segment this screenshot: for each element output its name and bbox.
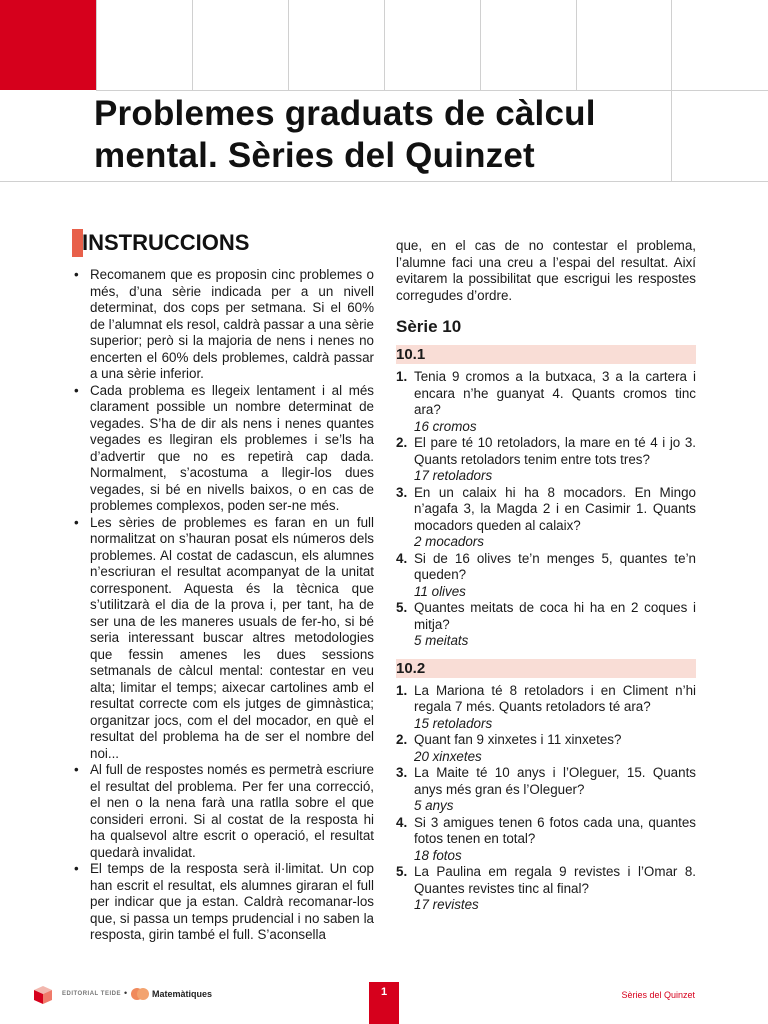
instruction-text: El temps de la resposta serà il·limitat. Un cop han escrit el resultat, els alumnes giraran el full per indicar que ja estan. Caldrà recomanar-los que, si passa un temps prudencial i no saben la resposta, girin també el full. S’aconsella [90, 861, 374, 942]
problem-answer: 2 mocadors [414, 534, 484, 549]
problem-number: 2. [396, 435, 408, 450]
problem-item [396, 435, 696, 485]
publisher-name: EDITORIAL TEIDE [62, 991, 121, 997]
problem-item [396, 765, 696, 815]
problem-question: La Maite té 10 anys i l’Oleguer, 15. Quants anys més gran és l’Oleguer? [414, 765, 696, 797]
header-red-block [0, 0, 96, 90]
problem-item [396, 864, 696, 914]
instruction-item [72, 861, 374, 944]
problem-answer: 5 meitats [414, 633, 469, 648]
instruction-item [72, 515, 374, 763]
grid-line [96, 90, 768, 91]
problem-number: 5. [396, 600, 408, 615]
problem-question: Si de 16 olives te’n menges 5, quantes te’n queden? [414, 550, 696, 582]
problem-question: Quantes meitats de coca hi ha en 2 coques i mitja? [414, 600, 696, 632]
page-title: Problemes graduats de càlcul mental. Sèries del Quinzet [94, 94, 596, 175]
subsection-label: 10.2 [396, 659, 696, 678]
problem-question: El pare té 10 retoladors, la mare en té 4 i jo 3. Quants retoladors tenim entre tots tres? [414, 435, 696, 467]
problem-number: 1. [396, 369, 408, 384]
problem-question: La Mariona té 8 retoladors i en Climent n’hi regala 7 més. Quants retoladors té ara? [414, 682, 696, 714]
problem-answer: 17 revistes [414, 897, 479, 912]
grid-line [384, 0, 385, 90]
footer-separator: • [124, 988, 128, 998]
problem-number: 4. [396, 814, 408, 830]
grid-line [671, 0, 672, 90]
problem-answer: 20 xinxetes [414, 748, 482, 764]
problem-question: La Paulina em regala 9 revistes i l’Omar 8. Quantes revistes tinc al final? [414, 864, 696, 896]
grid-line [96, 0, 97, 90]
problem-question: Quant fan 9 xinxetes i 11 xinxetes? [414, 732, 622, 747]
serie-title: Sèrie 10 [396, 317, 462, 336]
grid-line [480, 0, 481, 90]
grid-line [192, 0, 193, 90]
problem-answer: 16 cromos [414, 418, 477, 434]
instruction-item [72, 267, 374, 383]
problem-number: 5. [396, 864, 408, 879]
problem-question: En un calaix hi ha 8 mocadors. En Mingo n’agafa 3, la Magda 2 i en Casimir 1. Quants mocadors queden al calaix? [414, 484, 696, 533]
problem-number: 1. [396, 682, 408, 698]
problem-answer: 18 fotos [414, 847, 462, 863]
bullet-icon: • [74, 514, 79, 530]
problem-item [396, 732, 696, 765]
instructions-heading [72, 228, 374, 258]
problem-number: 3. [396, 765, 408, 780]
instruction-item [72, 762, 374, 861]
instruction-text: Recomanem que es proposin cinc problemes o més, d’una sèrie indicada per a un nivell determinat, dos cops per setmana. Si el 60% de l’alumnat els resol, caldrà passar a una sèrie superior; però si la majoria de nens i nenes no encerten el 60% dels problemes, caldrà passar a una sèrie inferior. [90, 267, 374, 381]
problem-item [396, 600, 696, 650]
problem-number: 2. [396, 732, 408, 747]
grid-line [288, 0, 289, 90]
problem-answer: 5 anys [414, 798, 454, 813]
problem-list [396, 369, 696, 650]
problem-answer: 17 retoladors [414, 468, 493, 483]
footer-subject: Matemàtiques [152, 989, 213, 999]
bullet-icon: • [74, 762, 79, 777]
instruction-text: Cada problema es llegeix lentament i al més clarament possible un nombre determinat de vegades. S’ha de dir als nens i nenes quantes vegades es llegiran els problemes i se’ls ha d’advertir que no es repetirà cap dada. Normalment, s’acostuma a llegir-los dues vegades, si bé en nivells baixos, o en cas de problemes complexos, poden ser-ne més. [90, 382, 374, 513]
title-divider [0, 181, 768, 182]
problem-item [396, 815, 696, 865]
instruction-text: Les sèries de problemes es faran en un full normalitzat on s’hauran posat els números dels problemes. Al costat de cadascun, els alumnes n’escriuran el resultat acompanyat de la unitat corresponent. Aquesta és la tècnica que s’utilitzarà el dia de la prova i, per tant, ha de ser una de les maneres usuals de fer-ho, si bé seria interessant buscar altres metodologies que fessin amenes les dues sessions setmanals de càlcul mental: contestar en veu alta; limitar el temps; aixecar cartolines amb el resultat correcte com els jutges de gimnàstica; organitzar jocs, com el del mocador, en què el resultat del problema ha de ser el nombre del noi... [90, 514, 374, 761]
publisher-logo-icon [32, 984, 54, 1006]
problem-number: 3. [396, 484, 408, 500]
bullet-icon: • [74, 267, 79, 282]
problem-item [396, 485, 696, 551]
instructions-column [72, 228, 374, 944]
problems-column [396, 238, 696, 923]
instructions-heading-text: INSTRUCCIONS [82, 230, 250, 255]
problem-item [396, 683, 696, 733]
bullet-icon: • [74, 382, 79, 398]
problem-question: Tenia 9 cromos a la butxaca, 3 a la cartera i encara n’he guanyat 4. Quants cromos tinc ara? [414, 369, 696, 417]
brain-icon [130, 986, 150, 1002]
problem-item [396, 369, 696, 435]
problem-list [396, 683, 696, 914]
instructions-list [72, 267, 374, 944]
footer-series-name: Sèries del Quinzet [621, 990, 695, 1000]
problem-number: 4. [396, 550, 408, 566]
instruction-text: Al full de respostes només es permetrà escriure el resultat del problema. Per fer una correcció, el nen o la nena farà una ratlla sobre el que consideri erroni. Si al costat de la resposta hi ha qualsevol altre escrit o operació, el resultat quedarà invalidat. [90, 762, 374, 860]
instructions-continuation: que, en el cas de no contestar el problema, l’alumne faci una creu a l’espai del resultat. Així evitarem la possibilitat que escrigui les respostes corregudes d’ordre. [396, 238, 696, 303]
grid-line [576, 0, 577, 90]
problem-answer: 15 retoladors [414, 715, 493, 731]
problem-question: Si 3 amigues tenen 6 fotos cada una, quantes fotos tenen en total? [414, 814, 696, 846]
problem-answer: 11 olives [414, 583, 466, 599]
bullet-icon: • [74, 861, 79, 876]
page-number: 1 [380, 986, 388, 998]
problem-item [396, 551, 696, 601]
subsection-label: 10.1 [396, 345, 696, 364]
instruction-item [72, 383, 374, 515]
